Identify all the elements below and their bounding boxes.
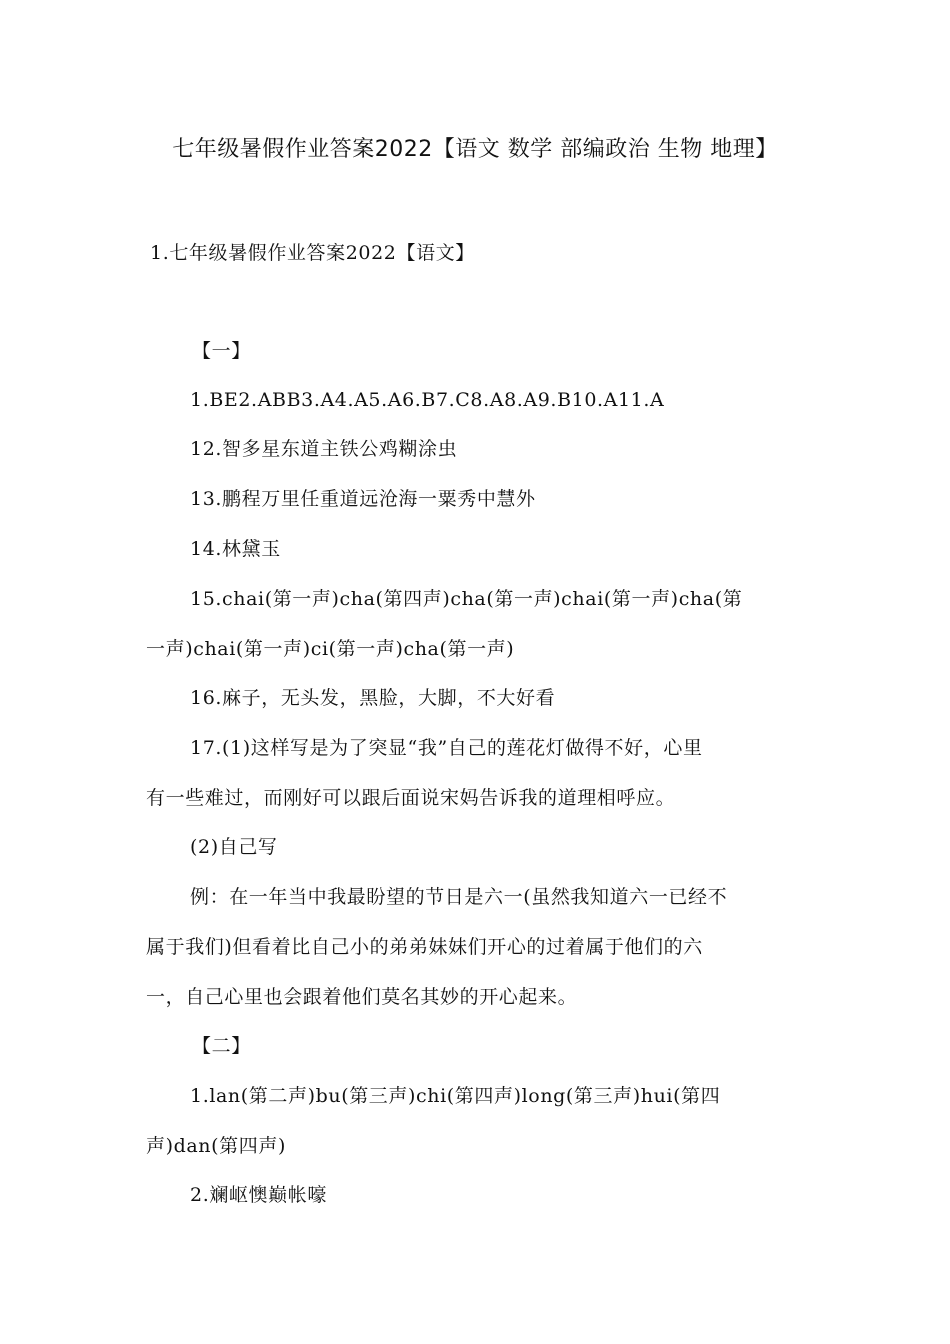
answer-line: 1.BE2.ABB3.A4.A5.A6.B7.C8.A8.A9.B10.A11.A [190,389,665,411]
answer-line: 一，自己心里也会跟着他们莫名其妙的开心起来。 [146,986,578,1008]
document-title: 七年级暑假作业答案2022【语文 数学 部编政治 生物 地理】 [172,137,778,162]
answer-line: 1.lan(第二声)bu(第三声)chi(第四声)long(第三声)hui(第四 [190,1085,721,1107]
part-heading-1: 【一】 [192,340,251,362]
answer-line: 例：在一年当中我最盼望的节日是六一(虽然我知道六一已经不 [190,886,728,908]
answer-line: 14.林黛玉 [190,538,281,560]
part-heading-2: 【二】 [192,1035,251,1057]
answer-line: (2)自己写 [190,836,278,858]
answer-line: 属于我们)但看着比自己小的弟弟妹妹们开心的过着属于他们的六 [146,936,703,958]
answer-line: 17.(1)这样写是为了突显“我”自己的莲花灯做得不好，心里 [190,737,703,759]
answer-line: 一声)chai(第一声)ci(第一声)cha(第一声) [146,638,515,660]
answer-line: 13.鹏程万里任重道远沧海一粟秀中慧外 [190,488,536,510]
answer-line: 2.斓岖懊巅帐嚎 [190,1184,327,1206]
answer-line: 12.智多星东道主铁公鸡糊涂虫 [190,438,458,460]
answer-line: 声)dan(第四声) [146,1135,286,1157]
answer-line: 有一些难过，而刚好可以跟后面说宋妈告诉我的道理相呼应。 [146,787,676,809]
section-title: 1.七年级暑假作业答案2022【语文】 [150,242,475,264]
answer-line: 15.chai(第一声)cha(第四声)cha(第一声)chai(第一声)cha(第 [190,588,743,610]
answer-line: 16.麻子，无头发，黑脸，大脚，不大好看 [190,687,556,709]
